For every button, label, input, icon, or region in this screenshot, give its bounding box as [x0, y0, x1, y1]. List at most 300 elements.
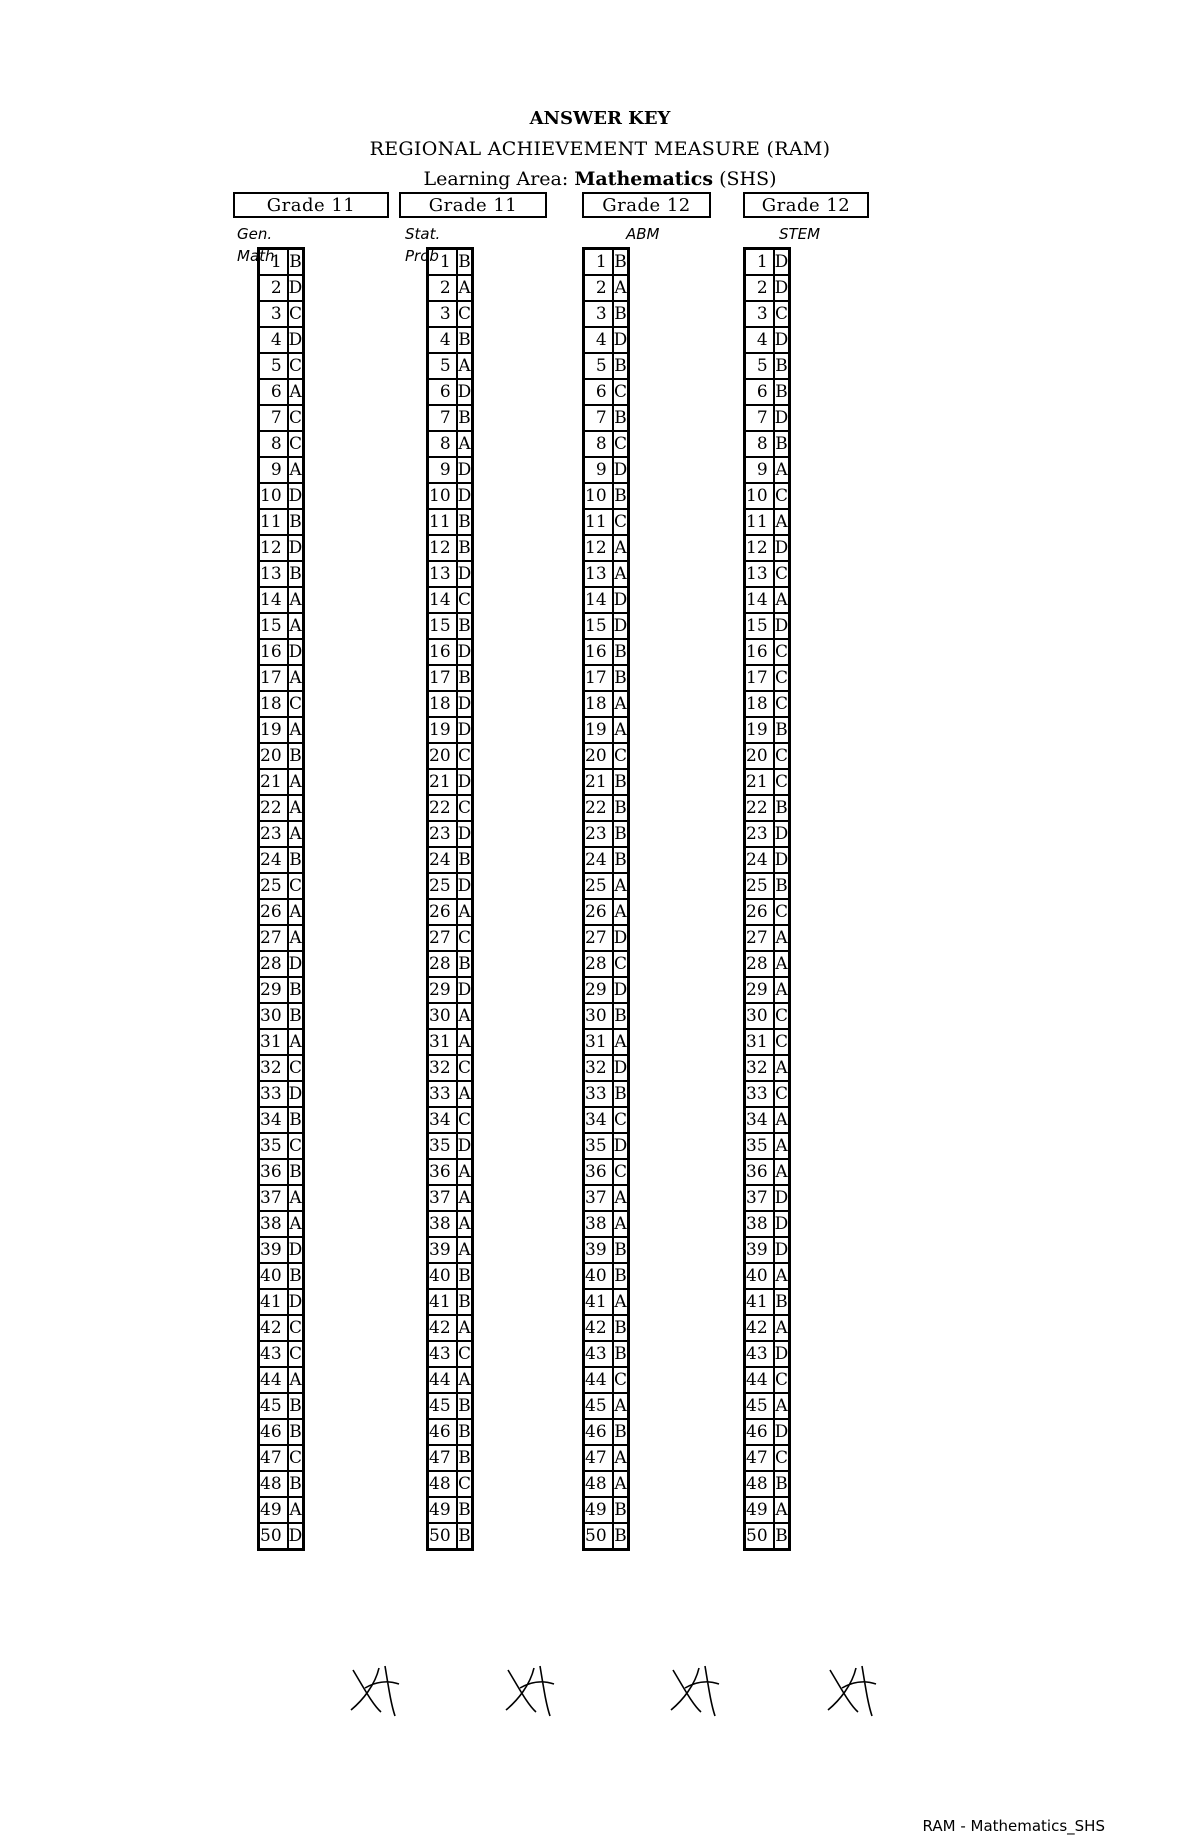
answer-letter: A [288, 379, 304, 405]
answer-letter: B [457, 535, 473, 561]
item-number: 17 [745, 665, 774, 691]
item-number: 6 [428, 379, 457, 405]
answer-letter: D [774, 327, 790, 353]
table-row [584, 1497, 629, 1523]
answer-letter: B [457, 509, 473, 535]
answer-letter: D [288, 1523, 304, 1550]
answer-letter: A [457, 1185, 473, 1211]
item-number: 16 [745, 639, 774, 665]
table-row [584, 1263, 629, 1289]
table-row [259, 1497, 304, 1523]
table-row [259, 925, 304, 951]
table-row [584, 509, 629, 535]
table-row [259, 951, 304, 977]
table-row [259, 639, 304, 665]
answer-letter: A [774, 1497, 790, 1523]
item-number: 9 [584, 457, 613, 483]
item-number: 8 [745, 431, 774, 457]
item-number: 22 [584, 795, 613, 821]
subject-label: Stat. Prob [405, 225, 441, 265]
item-number: 15 [745, 613, 774, 639]
item-number: 8 [584, 431, 613, 457]
table-row [428, 925, 473, 951]
item-number: 21 [745, 769, 774, 795]
table-row [428, 275, 473, 301]
table-row [259, 431, 304, 457]
answer-letter: B [613, 1341, 629, 1367]
item-number: 41 [584, 1289, 613, 1315]
answer-letter: D [288, 1081, 304, 1107]
item-number: 47 [428, 1445, 457, 1471]
table-row [259, 1263, 304, 1289]
answer-letter: B [457, 1263, 473, 1289]
answer-letter: D [288, 1289, 304, 1315]
table-row [428, 613, 473, 639]
table-row [428, 717, 473, 743]
item-number: 29 [259, 977, 288, 1003]
table-row [259, 327, 304, 353]
table-row [428, 1263, 473, 1289]
answer-letter: B [774, 379, 790, 405]
answer-letter: A [613, 1393, 629, 1419]
item-number: 10 [259, 483, 288, 509]
table-row [428, 405, 473, 431]
item-number: 5 [259, 353, 288, 379]
table-row [745, 561, 790, 587]
item-number: 5 [428, 353, 457, 379]
answer-letter: B [457, 1497, 473, 1523]
table-row [584, 847, 629, 873]
answer-letter: B [457, 847, 473, 873]
item-number: 18 [259, 691, 288, 717]
item-number: 16 [584, 639, 613, 665]
answer-letter: A [288, 1185, 304, 1211]
answer-letter: D [457, 717, 473, 743]
item-number: 36 [584, 1159, 613, 1185]
item-number: 50 [259, 1523, 288, 1550]
answer-letter: C [288, 1055, 304, 1081]
table-row [259, 1029, 304, 1055]
table-row [428, 1445, 473, 1471]
table-row [259, 977, 304, 1003]
answer-letter: C [457, 795, 473, 821]
table-row [259, 1211, 304, 1237]
answer-letter: A [774, 925, 790, 951]
answer-table [426, 247, 474, 1551]
table-row [259, 535, 304, 561]
answer-table [743, 247, 791, 1551]
answer-letter: B [457, 1393, 473, 1419]
answer-letter: B [288, 1419, 304, 1445]
item-number: 15 [584, 613, 613, 639]
item-number: 41 [259, 1289, 288, 1315]
answer-letter: C [613, 509, 629, 535]
table-row [745, 1237, 790, 1263]
item-number: 25 [584, 873, 613, 899]
item-number: 14 [584, 587, 613, 613]
item-number: 1 [745, 249, 774, 276]
table-row [584, 1237, 629, 1263]
table-row [584, 925, 629, 951]
table-row [584, 1133, 629, 1159]
answer-letter: D [774, 613, 790, 639]
answer-letter: D [457, 691, 473, 717]
item-number: 26 [584, 899, 613, 925]
table-row [259, 1445, 304, 1471]
item-number: 8 [428, 431, 457, 457]
answer-letter: B [457, 1419, 473, 1445]
answer-letter: C [774, 1445, 790, 1471]
table-row [428, 873, 473, 899]
item-number: 34 [428, 1107, 457, 1133]
item-number: 11 [428, 509, 457, 535]
table-row [745, 509, 790, 535]
answer-letter: A [613, 1185, 629, 1211]
table-row [428, 301, 473, 327]
item-number: 46 [428, 1419, 457, 1445]
table-row [745, 457, 790, 483]
answer-letter: B [288, 1263, 304, 1289]
item-number: 25 [428, 873, 457, 899]
table-row [428, 249, 473, 276]
item-number: 46 [584, 1419, 613, 1445]
answer-letter: C [457, 925, 473, 951]
table-row [584, 1107, 629, 1133]
answer-letter: C [457, 1055, 473, 1081]
item-number: 36 [745, 1159, 774, 1185]
answer-letter: B [288, 1003, 304, 1029]
table-row [745, 327, 790, 353]
answer-letter: C [774, 561, 790, 587]
table-row [428, 847, 473, 873]
table-row [584, 821, 629, 847]
answer-letter: A [774, 1159, 790, 1185]
item-number: 49 [259, 1497, 288, 1523]
table-row [259, 1081, 304, 1107]
table-row [584, 639, 629, 665]
table-row [745, 1133, 790, 1159]
item-number: 10 [745, 483, 774, 509]
answer-letter: A [288, 925, 304, 951]
table-row [584, 353, 629, 379]
answer-letter: D [288, 1237, 304, 1263]
answer-letter: B [613, 769, 629, 795]
table-row [745, 535, 790, 561]
item-number: 41 [428, 1289, 457, 1315]
answer-letter: B [457, 1523, 473, 1550]
item-number: 8 [259, 431, 288, 457]
answer-letter: B [774, 1523, 790, 1550]
answer-letter: A [457, 1211, 473, 1237]
item-number: 24 [259, 847, 288, 873]
item-number: 40 [259, 1263, 288, 1289]
table-row [745, 977, 790, 1003]
table-row [745, 899, 790, 925]
grade-box: Grade 11 [399, 192, 547, 218]
answer-letter: D [457, 821, 473, 847]
answer-letter: B [774, 873, 790, 899]
item-number: 43 [745, 1341, 774, 1367]
table-row [745, 379, 790, 405]
item-number: 9 [428, 457, 457, 483]
answer-letter: B [288, 249, 304, 276]
table-row [428, 1055, 473, 1081]
table-row [584, 743, 629, 769]
table-row [745, 951, 790, 977]
table-row [259, 353, 304, 379]
answer-letter: A [457, 1159, 473, 1185]
item-number: 44 [745, 1367, 774, 1393]
answer-letter: C [457, 1107, 473, 1133]
table-row [259, 873, 304, 899]
table-row [428, 379, 473, 405]
answer-letter: B [613, 249, 629, 276]
item-number: 10 [428, 483, 457, 509]
answer-letter: A [457, 1029, 473, 1055]
table-row [259, 301, 304, 327]
answer-letter: D [774, 1211, 790, 1237]
table-row [745, 691, 790, 717]
table-row [584, 951, 629, 977]
table-row [584, 249, 629, 276]
table-row [428, 509, 473, 535]
answer-letter: C [774, 1029, 790, 1055]
answer-table [582, 247, 630, 1551]
item-number: 27 [428, 925, 457, 951]
item-number: 37 [745, 1185, 774, 1211]
answer-letter: B [288, 1471, 304, 1497]
answer-letter: D [457, 639, 473, 665]
item-number: 1 [428, 249, 457, 276]
item-number: 35 [428, 1133, 457, 1159]
table-row [584, 1523, 629, 1550]
table-row [745, 717, 790, 743]
table-row [584, 1393, 629, 1419]
item-number: 29 [428, 977, 457, 1003]
item-number: 27 [259, 925, 288, 951]
answer-letter: C [774, 301, 790, 327]
item-number: 5 [745, 353, 774, 379]
answer-letter: A [774, 951, 790, 977]
answer-letter: A [457, 431, 473, 457]
answer-letter: A [774, 1107, 790, 1133]
item-number: 49 [745, 1497, 774, 1523]
item-number: 12 [584, 535, 613, 561]
answer-letter: A [613, 1445, 629, 1471]
handwritten-initials-icon [665, 1660, 725, 1720]
item-number: 40 [745, 1263, 774, 1289]
item-number: 40 [428, 1263, 457, 1289]
item-number: 7 [259, 405, 288, 431]
answer-letter: D [613, 1133, 629, 1159]
answer-letter: B [457, 613, 473, 639]
grade-box: Grade 12 [743, 192, 869, 218]
answer-letter: B [613, 1497, 629, 1523]
answer-letter: B [774, 717, 790, 743]
table-row [745, 1315, 790, 1341]
answer-letter: C [457, 587, 473, 613]
answer-letter: A [288, 1367, 304, 1393]
answer-letter: D [457, 457, 473, 483]
item-number: 39 [745, 1237, 774, 1263]
answer-table [257, 247, 305, 1551]
answer-letter: D [774, 1341, 790, 1367]
item-number: 17 [584, 665, 613, 691]
item-number: 22 [259, 795, 288, 821]
handwritten-initials-icon [345, 1660, 405, 1720]
table-row [428, 1289, 473, 1315]
answer-letter: D [288, 483, 304, 509]
grade-box: Grade 12 [582, 192, 711, 218]
item-number: 20 [584, 743, 613, 769]
answer-letter: C [288, 431, 304, 457]
answer-letter: B [288, 743, 304, 769]
item-number: 35 [745, 1133, 774, 1159]
table-row [745, 431, 790, 457]
table-row [428, 1367, 473, 1393]
table-row [584, 1419, 629, 1445]
table-row [584, 665, 629, 691]
answer-letter: C [457, 743, 473, 769]
item-number: 18 [745, 691, 774, 717]
learning-area-label: Learning Area: [423, 168, 569, 190]
item-number: 14 [259, 587, 288, 613]
item-number: 28 [745, 951, 774, 977]
item-number: 45 [259, 1393, 288, 1419]
table-row [428, 431, 473, 457]
answer-letter: B [457, 1445, 473, 1471]
table-row [745, 405, 790, 431]
table-row [584, 1341, 629, 1367]
answer-letter: B [613, 405, 629, 431]
item-number: 32 [259, 1055, 288, 1081]
item-number: 3 [259, 301, 288, 327]
item-number: 30 [259, 1003, 288, 1029]
table-row [745, 613, 790, 639]
learning-area-subject: Mathematics [574, 168, 714, 190]
answer-letter: A [774, 1133, 790, 1159]
table-row [584, 301, 629, 327]
table-row [745, 1029, 790, 1055]
item-number: 13 [745, 561, 774, 587]
table-row [584, 561, 629, 587]
item-number: 43 [428, 1341, 457, 1367]
table-row [259, 1471, 304, 1497]
item-number: 19 [584, 717, 613, 743]
item-number: 46 [745, 1419, 774, 1445]
answer-letter: C [774, 483, 790, 509]
answer-letter: C [774, 691, 790, 717]
table-row [745, 587, 790, 613]
table-row [745, 847, 790, 873]
table-row [259, 717, 304, 743]
answer-letter: D [613, 327, 629, 353]
answer-letter: B [613, 1419, 629, 1445]
item-number: 14 [745, 587, 774, 613]
table-row [745, 483, 790, 509]
table-row [745, 249, 790, 276]
answer-letter: D [774, 847, 790, 873]
item-number: 23 [584, 821, 613, 847]
item-number: 4 [584, 327, 613, 353]
table-row [259, 1133, 304, 1159]
item-number: 16 [259, 639, 288, 665]
answer-letter: B [613, 1003, 629, 1029]
document-header [0, 104, 1200, 194]
item-number: 33 [428, 1081, 457, 1107]
table-row [428, 353, 473, 379]
item-number: 48 [259, 1471, 288, 1497]
table-row [745, 665, 790, 691]
table-row [745, 743, 790, 769]
table-row [259, 1055, 304, 1081]
table-row [259, 665, 304, 691]
table-row [584, 899, 629, 925]
answer-letter: A [613, 717, 629, 743]
table-row [428, 665, 473, 691]
answer-letter: C [457, 1341, 473, 1367]
table-row [584, 535, 629, 561]
item-number: 18 [584, 691, 613, 717]
answer-letter: A [774, 587, 790, 613]
answer-letter: A [288, 769, 304, 795]
table-row [745, 925, 790, 951]
answer-letter: A [613, 873, 629, 899]
answer-letter: C [288, 1445, 304, 1471]
item-number: 47 [745, 1445, 774, 1471]
table-row [584, 1445, 629, 1471]
item-number: 42 [259, 1315, 288, 1341]
item-number: 45 [584, 1393, 613, 1419]
answer-letter: C [288, 1315, 304, 1341]
table-row [259, 379, 304, 405]
item-number: 33 [745, 1081, 774, 1107]
answer-letter: A [613, 275, 629, 301]
item-number: 37 [584, 1185, 613, 1211]
item-number: 2 [259, 275, 288, 301]
item-number: 9 [259, 457, 288, 483]
item-number: 14 [428, 587, 457, 613]
item-number: 42 [745, 1315, 774, 1341]
table-row [428, 795, 473, 821]
item-number: 22 [745, 795, 774, 821]
table-row [259, 795, 304, 821]
item-number: 31 [584, 1029, 613, 1055]
table-row [745, 1445, 790, 1471]
answer-letter: A [288, 795, 304, 821]
item-number: 26 [745, 899, 774, 925]
table-row [584, 457, 629, 483]
answer-letter: C [613, 379, 629, 405]
answer-letter: D [457, 769, 473, 795]
item-number: 15 [259, 613, 288, 639]
table-row [428, 535, 473, 561]
table-row [745, 1159, 790, 1185]
table-row [745, 301, 790, 327]
item-number: 30 [428, 1003, 457, 1029]
item-number: 50 [428, 1523, 457, 1550]
item-number: 18 [428, 691, 457, 717]
table-row [259, 1419, 304, 1445]
answer-letter: D [457, 1133, 473, 1159]
item-number: 32 [745, 1055, 774, 1081]
answer-letter: A [288, 1211, 304, 1237]
table-row [745, 1289, 790, 1315]
answer-letter: C [774, 665, 790, 691]
item-number: 9 [745, 457, 774, 483]
table-row [745, 1393, 790, 1419]
item-number: 2 [745, 275, 774, 301]
